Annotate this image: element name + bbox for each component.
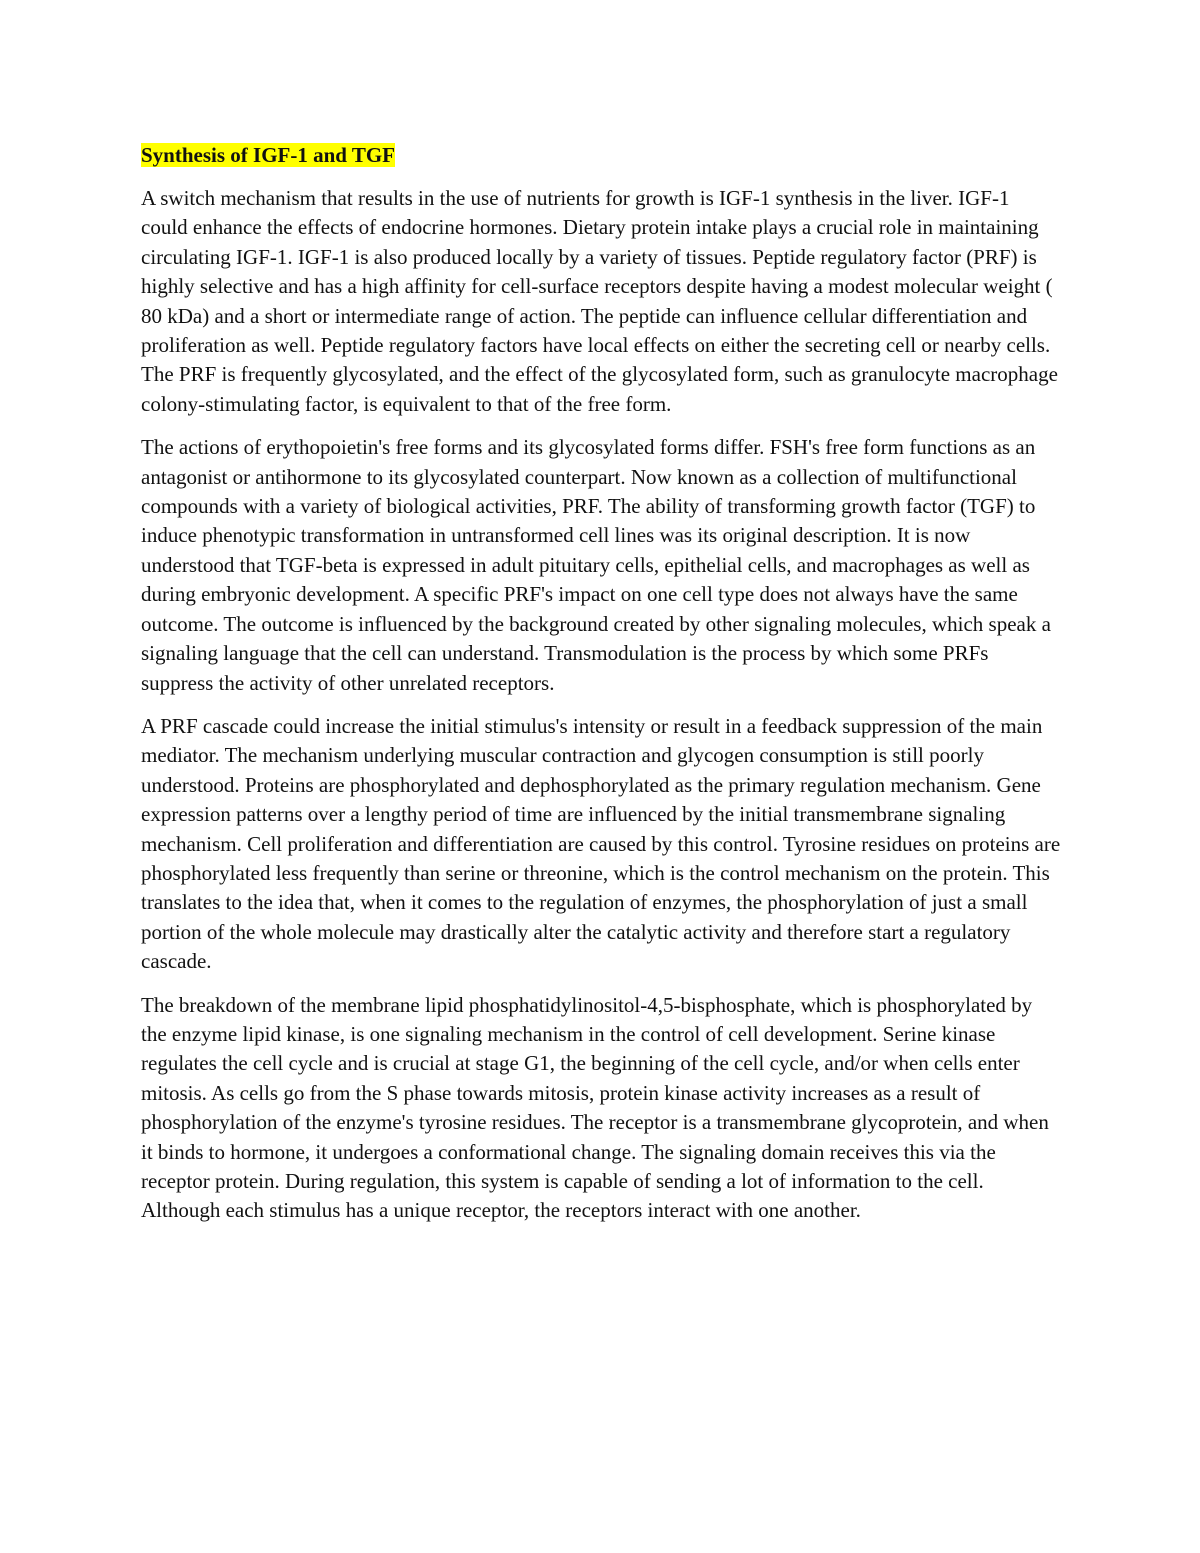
document-heading — [141, 141, 1061, 170]
paragraph-signaling-mechanism: The breakdown of the membrane lipid phosphatidylinositol-4,5-bisphosphate, which is phosphorylated by the enzyme lipid kinase, is one signaling mechanism in the control of cell development. Serine kinase regulates the cell cycle and is crucial at stage G1, the beginning of the cell cycle, and/or when cells enter mitosis. As cells go from the S phase towards mitosis, protein kinase activity increases as a result of phosphorylation of the enzyme's tyrosine residues. The receptor is a transmembrane glycoprotein, and when it binds to hormone, it undergoes a conformational change. The signaling domain receives this via the receptor protein. During regulation, this system is capable of sending a lot of information to the cell. Although each stimulus has a unique receptor, the receptors interact with one another. — [141, 992, 1049, 1223]
document-body — [141, 141, 1061, 1240]
paragraph-prf-glycosylation: The actions of erythopoietin's free forms and its glycosylated forms differ. FSH's free form functions as an antagonist or antihormone to its glycosylated counterpart. Now known as a collection of multifunctional compounds with a variety of biological activities, PRF. The ability of transforming growth factor (TGF) to induce phenotypic transformation in untransformed cell lines was its original description. It is now understood that TGF-beta is expressed in adult pituitary cells, epithelial cells, and macrophages as well as during embryonic development. A specific PRF's impact on one cell type does not always have the same outcome. The outcome is influenced by the background created by other signaling molecules, which speak a signaling language that the cell can understand. Transmodulation is the process by which some PRFs suppress the activity of other unrelated receptors. — [141, 435, 1051, 695]
paragraph-igf1-synthesis: A switch mechanism that results in the use of nutrients for growth is IGF-1 synthesis in the liver. IGF-1 could enhance the effects of endocrine hormones. Dietary protein intake plays a crucial role in maintaining circulating IGF-1. IGF-1 is also produced locally by a variety of tissues. Peptide regulatory factor (PRF) is highly selective and has a high affinity for cell-surface receptors despite having a modest molecular weight ( 80 kDa) and a short or intermediate range of action. The peptide can influence cellular differentiation and proliferation as well. Peptide regulatory factors have local effects on either the secreting cell or nearby cells. The PRF is frequently glycosylated, and the effect of the glycosylated form, such as granulocyte macrophage colony-stimulating factor, is equivalent to that of the free form. — [141, 186, 1058, 416]
heading-highlight-text: Synthesis of IGF-1 and TGF — [141, 143, 395, 167]
paragraph-prf-cascade: A PRF cascade could increase the initial stimulus's intensity or result in a feedback suppression of the main mediator. The mechanism underlying muscular contraction and glycogen consumption is still poorly understood. Proteins are phosphorylated and dephosphorylated as the primary regulation mechanism. Gene expression patterns over a lengthy period of time are influenced by the initial transmembrane signaling mechanism. Cell proliferation and differentiation are caused by this control. Tyrosine residues on proteins are phosphorylated less frequently than serine or threonine, which is the control mechanism on the protein. This translates to the idea that, when it comes to the regulation of enzymes, the phosphorylation of just a small portion of the whole molecule may drastically alter the catalytic activity and therefore start a regulatory cascade. — [141, 713, 1061, 974]
